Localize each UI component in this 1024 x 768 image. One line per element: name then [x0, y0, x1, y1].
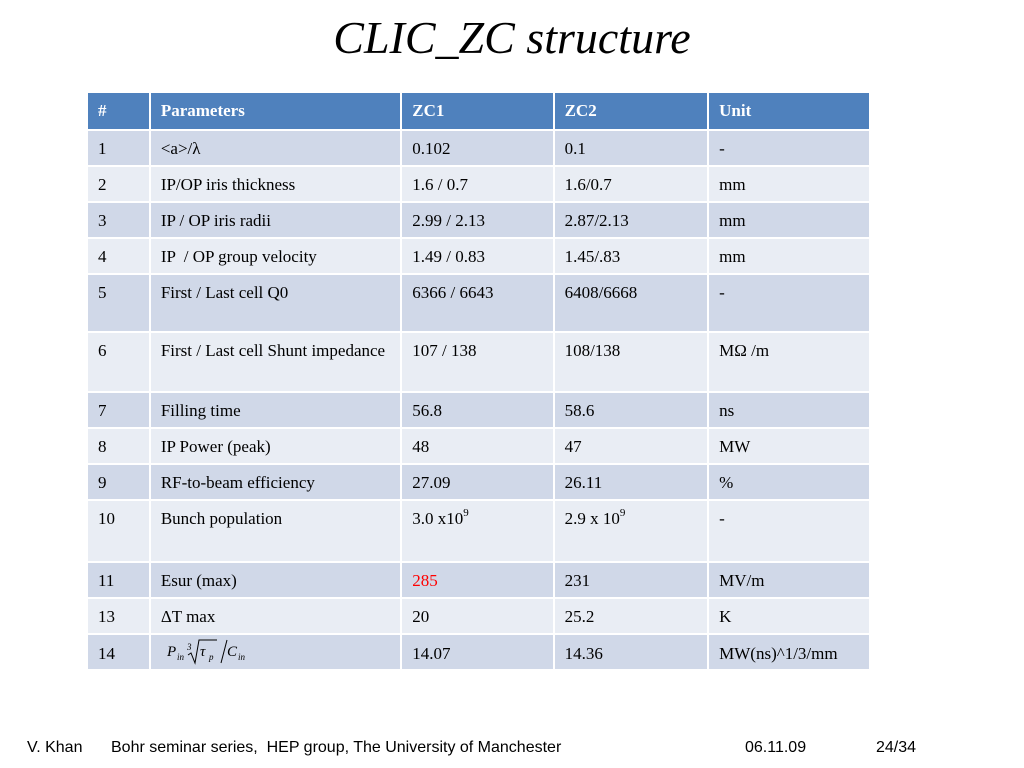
cell-unit: MΩ /m — [708, 332, 870, 392]
cell-zc1: 14.07 — [401, 634, 553, 670]
header-zc2: ZC2 — [554, 92, 709, 130]
cell-zc2: 231 — [554, 562, 709, 598]
cell-zc2: 47 — [554, 428, 709, 464]
cell-zc2: 26.11 — [554, 464, 709, 500]
cell-parameter-formula — [150, 634, 401, 670]
cell-unit: mm — [708, 202, 870, 238]
header-zc1: ZC1 — [401, 92, 553, 130]
slide-footer — [0, 736, 1024, 760]
table-row — [87, 238, 870, 274]
cell-number: 14 — [87, 634, 150, 670]
footer-event: Bohr seminar series, HEP group, The University of Manchester — [111, 739, 562, 756]
cell-parameter: First / Last cell Q0 — [150, 274, 401, 332]
cell-zc2: 6408/6668 — [554, 274, 709, 332]
cell-zc2: 1.45/.83 — [554, 238, 709, 274]
cell-parameter: <a>/λ — [150, 130, 401, 166]
cell-unit: - — [708, 274, 870, 332]
cell-zc2: 2.87/2.13 — [554, 202, 709, 238]
cell-unit: K — [708, 598, 870, 634]
table-row — [87, 428, 870, 464]
cell-zc1: 2.99 / 2.13 — [401, 202, 553, 238]
cell-unit: ns — [708, 392, 870, 428]
formula-graphic — [161, 637, 271, 665]
table-row — [87, 274, 870, 332]
header-parameters: Parameters — [150, 92, 401, 130]
cell-parameter: ΔT max — [150, 598, 401, 634]
header-unit: Unit — [708, 92, 870, 130]
formula-tau-symbol: τ — [199, 644, 206, 660]
table-row — [87, 202, 870, 238]
formula-c-symbol: C — [226, 644, 237, 660]
cell-number: 7 — [87, 392, 150, 428]
cell-zc2: 1.6/0.7 — [554, 166, 709, 202]
cell-parameter: IP / OP iris radii — [150, 202, 401, 238]
table-row — [87, 464, 870, 500]
cell-unit: mm — [708, 238, 870, 274]
table-row — [87, 332, 870, 392]
table-header-row — [87, 92, 870, 130]
zc1-mantissa: 3.0 x10 — [412, 509, 464, 528]
table-row — [87, 634, 870, 670]
cell-number: 2 — [87, 166, 150, 202]
cell-zc1: 0.102 — [401, 130, 553, 166]
cell-number: 10 — [87, 500, 150, 562]
cell-zc2 — [554, 500, 709, 562]
formula-root-index: 3 — [186, 642, 192, 652]
cell-zc1: 20 — [401, 598, 553, 634]
cell-parameter: IP / OP group velocity — [150, 238, 401, 274]
table-row — [87, 392, 870, 428]
cell-zc2: 25.2 — [554, 598, 709, 634]
cell-zc1: 56.8 — [401, 392, 553, 428]
table-row — [87, 598, 870, 634]
cell-zc1: 1.49 / 0.83 — [401, 238, 553, 274]
table-row — [87, 166, 870, 202]
cell-parameter: Esur (max) — [150, 562, 401, 598]
cell-zc1 — [401, 500, 553, 562]
formula-c-subscript: in — [237, 652, 245, 662]
cell-number: 13 — [87, 598, 150, 634]
footer-author: V. Khan — [27, 739, 83, 756]
footer-page-number: 24/34 — [876, 739, 917, 756]
zc2-exponent: 9 — [619, 507, 626, 520]
cell-zc1: 48 — [401, 428, 553, 464]
formula-power-subscript: in — [176, 652, 184, 662]
table-row — [87, 500, 870, 562]
table-row — [87, 562, 870, 598]
cell-unit: - — [708, 130, 870, 166]
cell-zc2: 108/138 — [554, 332, 709, 392]
cell-unit: MW(ns)^1/3/mm — [708, 634, 870, 670]
cell-number: 4 — [87, 238, 150, 274]
table-row — [87, 130, 870, 166]
cell-zc1: 107 / 138 — [401, 332, 553, 392]
cell-number: 11 — [87, 562, 150, 598]
cell-number: 8 — [87, 428, 150, 464]
cell-unit: % — [708, 464, 870, 500]
cell-parameter: RF-to-beam efficiency — [150, 464, 401, 500]
cell-parameter: Filling time — [150, 392, 401, 428]
cell-number: 6 — [87, 332, 150, 392]
cell-number: 3 — [87, 202, 150, 238]
cell-zc1: 6366 / 6643 — [401, 274, 553, 332]
parameters-table — [86, 91, 871, 671]
zc2-mantissa: 2.9 x 10 — [564, 509, 620, 528]
cell-number: 9 — [87, 464, 150, 500]
cell-unit: - — [708, 500, 870, 562]
zc1-exponent: 9 — [463, 507, 469, 520]
cell-parameter: IP/OP iris thickness — [150, 166, 401, 202]
cell-zc2: 0.1 — [554, 130, 709, 166]
formula-power-symbol: P — [166, 644, 176, 660]
cell-parameter: IP Power (peak) — [150, 428, 401, 464]
cell-number: 5 — [87, 274, 150, 332]
cell-parameter: Bunch population — [150, 500, 401, 562]
cell-zc2: 14.36 — [554, 634, 709, 670]
cell-zc1: 27.09 — [401, 464, 553, 500]
cell-number: 1 — [87, 130, 150, 166]
cell-unit: MV/m — [708, 562, 870, 598]
cell-unit: mm — [708, 166, 870, 202]
cell-unit: MW — [708, 428, 870, 464]
cell-zc2: 58.6 — [554, 392, 709, 428]
cell-zc1: 1.6 / 0.7 — [401, 166, 553, 202]
formula-tau-subscript: p — [208, 652, 214, 662]
footer-date: 06.11.09 — [745, 739, 807, 756]
cell-parameter: First / Last cell Shunt impedance — [150, 332, 401, 392]
header-number: # — [87, 92, 150, 130]
slide-title: CLIC_ZC structure — [333, 12, 691, 63]
cell-zc1: 285 — [401, 562, 553, 598]
